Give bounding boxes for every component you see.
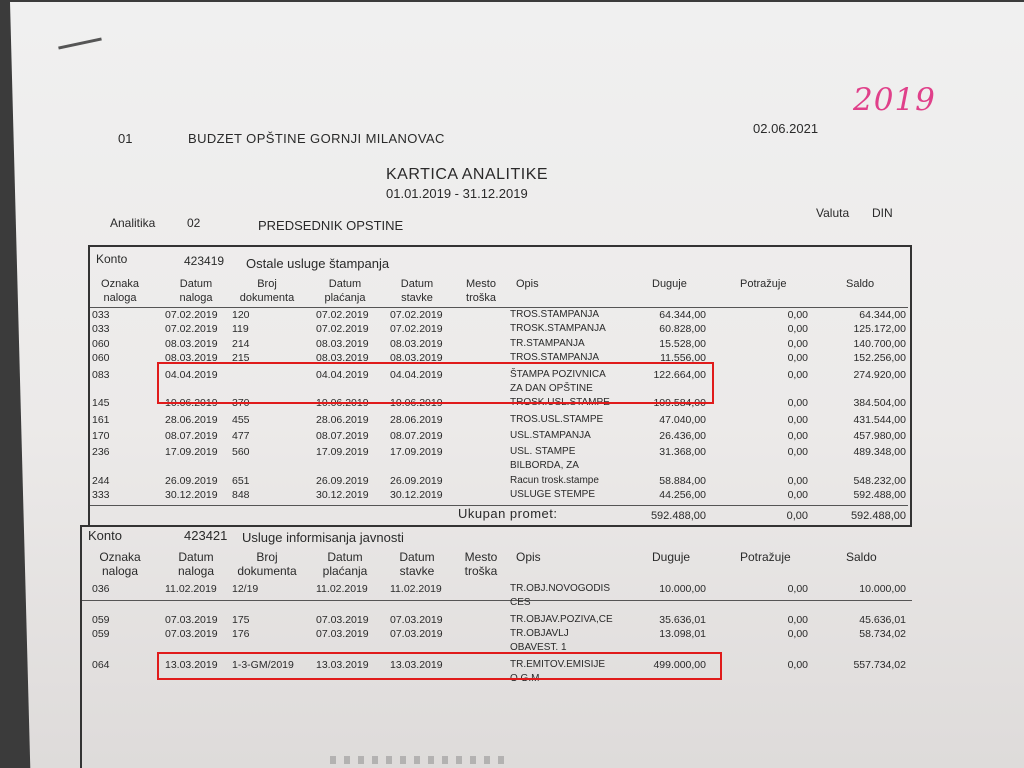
cell-saldo: 45.636,01 <box>859 614 906 626</box>
header-datum-naloga-line2: naloga <box>177 564 215 578</box>
period: 01.01.2019 - 31.12.2019 <box>386 186 528 201</box>
cell-oznaka: 145 <box>92 397 110 409</box>
cell-oznaka: 033 <box>92 309 110 321</box>
cell-oznaka: 064 <box>92 659 110 671</box>
total-debit: 592.488,00 <box>650 510 706 522</box>
cell-potrazuje: 0,00 <box>787 414 808 426</box>
cell-duguje: 122.664,00 <box>653 369 706 381</box>
cell-opis: TR.EMITOV.EMISIJE <box>510 659 606 670</box>
header-datum-placanja-line1: Datum <box>327 550 363 564</box>
cell-datum-stavke: 11.02.2019 <box>390 583 442 595</box>
cell-datum-stavke: 07.03.2019 <box>390 614 443 626</box>
cell-potrazuje: 0,00 <box>787 446 808 458</box>
cell-datum-naloga: 07.03.2019 <box>165 628 218 640</box>
cell-potrazuje: 0,00 <box>787 614 808 626</box>
cell-oznaka: 083 <box>92 369 110 381</box>
header-potrazuje: Potražuje <box>740 278 787 290</box>
cell-datum-placanja: 11.02.2019 <box>316 583 368 595</box>
cell-datum-placanja: 04.04.2019 <box>316 369 369 381</box>
doc-code: 01 <box>118 131 133 146</box>
cell-broj: 215 <box>232 352 250 364</box>
cell-datum-naloga: 26.09.2019 <box>165 475 218 487</box>
cell-duguje: 64.344,00 <box>659 309 706 321</box>
cell-datum-stavke: 07.02.2019 <box>390 309 443 321</box>
cell-duguje: 58.884,00 <box>659 475 706 487</box>
analitika-name: PREDSEDNIK OPSTINE <box>258 218 404 233</box>
cell-potrazuje: 0,00 <box>787 397 808 409</box>
cell-opis: TR.OBJ.NOVOGODIS <box>510 583 611 594</box>
organization-name: BUDZET OPŠTINE GORNJI MILANOVAC <box>188 131 445 146</box>
cell-datum-naloga: 17.09.2019 <box>165 446 218 458</box>
highlight-box-row-064 <box>157 652 722 680</box>
cell-datum-naloga: 07.03.2019 <box>165 614 218 626</box>
cell-opis: ŠTAMPA POZIVNICA <box>510 369 606 380</box>
cell-oznaka: 033 <box>92 323 110 335</box>
header-saldo: Saldo <box>846 550 877 564</box>
header-broj-line2: dokumenta <box>239 292 295 304</box>
cell-saldo: 431.544,00 <box>853 414 906 426</box>
header-mesto-line2: troška <box>466 292 496 304</box>
cell-datum-stavke: 10.06.2019 <box>390 397 443 409</box>
analitika-label: Analitika <box>110 216 156 230</box>
section2-header-rule <box>82 600 912 601</box>
header-oznaka-line1: Oznaka <box>101 278 139 290</box>
cell-oznaka: 161 <box>92 414 110 426</box>
cell-datum-placanja: 13.03.2019 <box>316 659 369 671</box>
cell-datum-stavke: 04.04.2019 <box>390 369 443 381</box>
cell-datum-naloga: 13.03.2019 <box>165 659 218 671</box>
header-datum-naloga-line1: Datum <box>178 550 214 564</box>
cell-duguje: 13.098,01 <box>659 628 706 640</box>
header-datum-placanja-line1: Datum <box>328 278 362 290</box>
header-opis: Opis <box>516 550 541 564</box>
cell-datum-placanja: 08.07.2019 <box>316 430 369 442</box>
valuta-value: DIN <box>872 206 893 220</box>
cell-datum-stavke: 07.02.2019 <box>390 323 443 335</box>
cell-opis: TROSK.STAMPANJA <box>510 323 606 334</box>
cell-duguje: 35.636,01 <box>659 614 706 626</box>
header-saldo: Saldo <box>846 278 875 290</box>
cell-opis: TROSK.USL.STAMPE <box>510 397 610 408</box>
cell-saldo: 152.256,00 <box>853 352 906 364</box>
cell-datum-naloga: 11.02.2019 <box>165 583 217 595</box>
bottom-edge-pattern <box>330 756 510 764</box>
cell-opis: TR.OBJAV.POZIVA,CE <box>510 614 613 625</box>
cell-datum-placanja: 08.03.2019 <box>316 338 369 350</box>
analitika-code: 02 <box>187 216 201 230</box>
cell-datum-stavke: 30.12.2019 <box>390 489 443 501</box>
cell-broj: 1-3-GM/2019 <box>232 659 294 671</box>
cell-datum-naloga: 08.07.2019 <box>165 430 218 442</box>
cell-opis-line2: ZA DAN OPŠTINE <box>510 383 593 394</box>
cell-datum-placanja: 07.02.2019 <box>316 309 369 321</box>
cell-duguje: 26.436,00 <box>659 430 706 442</box>
cell-broj: 455 <box>232 414 250 426</box>
cell-opis: TROS.STAMPANJA <box>510 352 600 363</box>
cell-saldo: 557.734,02 <box>853 659 906 671</box>
total-credit: 0,00 <box>786 510 808 522</box>
cell-datum-stavke: 28.06.2019 <box>390 414 443 426</box>
cell-datum-placanja: 30.12.2019 <box>316 489 369 501</box>
pen-mark <box>58 37 102 49</box>
cell-broj: 370 <box>232 397 250 409</box>
cell-potrazuje: 0,00 <box>787 583 808 595</box>
cell-potrazuje: 0,00 <box>787 489 808 501</box>
cell-duguje: 15.528,00 <box>659 338 706 350</box>
cell-saldo: 58.734,02 <box>859 628 906 640</box>
section1-top-rule <box>88 245 910 247</box>
cell-opis: USL.STAMPANJA <box>510 430 591 441</box>
cell-oznaka: 170 <box>92 430 110 442</box>
cell-saldo: 457.980,00 <box>853 430 906 442</box>
header-datum-stavke-line2: stavke <box>401 292 433 304</box>
cell-oznaka: 244 <box>92 475 110 487</box>
cell-duguje: 60.828,00 <box>659 323 706 335</box>
highlight-box-row-083 <box>157 362 714 404</box>
cell-saldo: 548.232,00 <box>853 475 906 487</box>
cell-opis: TROS.STAMPANJA <box>510 309 600 320</box>
cell-duguje: 47.040,00 <box>659 414 706 426</box>
cell-opis: USL. STAMPE <box>510 446 576 457</box>
cell-opis-line2: OBAVEST. 1 <box>510 642 567 653</box>
konto-label: Konto <box>96 252 128 266</box>
cell-datum-stavke: 08.07.2019 <box>390 430 443 442</box>
cell-duguje: 10.000,00 <box>659 583 706 595</box>
cell-oznaka: 059 <box>92 628 110 640</box>
cell-datum-placanja: 07.03.2019 <box>316 614 369 626</box>
konto-name-2: Usluge informisanja javnosti <box>242 530 404 545</box>
header-datum-naloga-line1: Datum <box>179 278 213 290</box>
cell-opis: TR.OBJAVLJ <box>510 628 569 639</box>
cell-opis-line2: O G.M <box>510 673 540 684</box>
section1-header-rule <box>90 307 908 308</box>
cell-duguje: 499.000,00 <box>653 659 706 671</box>
print-date: 02.06.2021 <box>753 121 819 136</box>
header-oznaka-line2: naloga <box>103 292 137 304</box>
cell-broj: 119 <box>232 323 249 335</box>
cell-opis: TR.STAMPANJA <box>510 338 585 349</box>
cell-oznaka: 060 <box>92 338 110 350</box>
cell-broj: 477 <box>232 430 250 442</box>
valuta-label: Valuta <box>816 206 850 220</box>
cell-datum-naloga: 08.03.2019 <box>165 338 218 350</box>
header-datum-naloga-line2: naloga <box>179 292 213 304</box>
document-title: KARTICA ANALITIKE <box>386 166 549 183</box>
header-mesto-line1: Mesto <box>464 550 498 564</box>
cell-oznaka: 060 <box>92 352 110 364</box>
cell-datum-naloga: 07.02.2019 <box>165 323 218 335</box>
cell-opis: Racun trosk.stampe <box>510 475 599 486</box>
cell-opis: USLUGE STEMPE <box>510 489 596 500</box>
header-mesto-line1: Mesto <box>466 278 496 290</box>
cell-duguje: 11.556,00 <box>660 352 706 364</box>
cell-saldo: 140.700,00 <box>853 338 906 350</box>
cell-oznaka: 059 <box>92 614 110 626</box>
header-oznaka-line2: naloga <box>101 564 139 578</box>
cell-saldo: 489.348,00 <box>853 446 906 458</box>
cell-broj: 651 <box>232 475 250 487</box>
cell-datum-stavke: 07.03.2019 <box>390 628 443 640</box>
cell-opis: TROS.USL.STAMPE <box>510 414 604 425</box>
konto-name: Ostale usluge štampanja <box>246 256 390 271</box>
total-balance: 592.488,00 <box>850 510 906 522</box>
cell-potrazuje: 0,00 <box>787 430 808 442</box>
cell-datum-placanja: 28.06.2019 <box>316 414 369 426</box>
cell-broj: 560 <box>232 446 250 458</box>
cell-potrazuje: 0,00 <box>787 369 808 381</box>
cell-datum-stavke: 17.09.2019 <box>390 446 443 458</box>
cell-datum-naloga: 07.02.2019 <box>165 309 218 321</box>
konto-number-2: 423421 <box>184 528 228 543</box>
cell-broj: 176 <box>232 628 250 640</box>
header-mesto-line2: troška <box>464 564 498 578</box>
cell-datum-stavke: 13.03.2019 <box>390 659 443 671</box>
header-datum-placanja-line2: plaćanja <box>322 564 368 578</box>
cell-datum-placanja: 07.02.2019 <box>316 323 369 335</box>
cell-duguje: 44.256,00 <box>659 489 706 501</box>
cell-potrazuje: 0,00 <box>787 309 808 321</box>
header-opis: Opis <box>516 278 539 290</box>
header-broj-line1: Broj <box>256 550 278 564</box>
cell-broj: 848 <box>232 489 250 501</box>
cell-opis-line2: CES <box>510 597 531 608</box>
cell-potrazuje: 0,00 <box>787 475 808 487</box>
cell-saldo: 10.000,00 <box>859 583 906 595</box>
header-broj-line2: dokumenta <box>237 564 297 578</box>
cell-datum-stavke: 08.03.2019 <box>390 352 443 364</box>
header-duguje: Duguje <box>652 550 691 564</box>
cell-saldo: 274.920,00 <box>853 369 906 381</box>
cell-datum-placanja: 08.03.2019 <box>316 352 369 364</box>
konto-number: 423419 <box>184 254 225 268</box>
header-datum-stavke-line1: Datum <box>399 550 435 564</box>
cell-saldo: 592.488,00 <box>853 489 906 501</box>
cell-potrazuje: 0,00 <box>787 659 808 671</box>
header-datum-placanja-line2: plaćanja <box>324 292 366 304</box>
header-duguje: Duguje <box>652 278 687 290</box>
cell-potrazuje: 0,00 <box>787 338 808 350</box>
cell-potrazuje: 0,00 <box>787 323 808 335</box>
cell-datum-placanja: 10.06.2019 <box>316 397 369 409</box>
cell-broj: 214 <box>232 338 250 350</box>
cell-potrazuje: 0,00 <box>787 628 808 640</box>
cell-duguje: 109.584,00 <box>653 397 706 409</box>
cell-broj: 12/19 <box>232 583 259 595</box>
cell-potrazuje: 0,00 <box>787 352 808 364</box>
cell-broj: 120 <box>232 309 250 321</box>
cell-datum-naloga: 30.12.2019 <box>165 489 218 501</box>
cell-datum-stavke: 08.03.2019 <box>390 338 443 350</box>
handwritten-year: 2019 <box>853 82 936 118</box>
cell-saldo: 125.172,00 <box>853 323 906 335</box>
cell-datum-naloga: 10.06.2019 <box>165 397 218 409</box>
cell-datum-placanja: 26.09.2019 <box>316 475 369 487</box>
cell-datum-naloga: 28.06.2019 <box>165 414 218 426</box>
cell-saldo: 384.504,00 <box>853 397 906 409</box>
cell-datum-placanja: 07.03.2019 <box>316 628 369 640</box>
cell-oznaka: 333 <box>92 489 110 501</box>
header-potrazuje: Potražuje <box>740 550 791 564</box>
total-label: Ukupan promet: <box>458 506 558 521</box>
cell-datum-stavke: 26.09.2019 <box>390 475 443 487</box>
header-broj-line1: Broj <box>257 278 277 290</box>
cell-broj: 175 <box>232 614 250 626</box>
cell-datum-naloga: 08.03.2019 <box>165 352 218 364</box>
cell-oznaka: 036 <box>92 583 110 595</box>
header-datum-stavke-line1: Datum <box>400 278 434 290</box>
cell-duguje: 31.368,00 <box>659 446 706 458</box>
cell-opis-line2: BILBORDA, ZA <box>510 460 579 471</box>
header-oznaka-line1: Oznaka <box>99 550 141 564</box>
konto-label-2: Konto <box>88 528 122 543</box>
cell-saldo: 64.344,00 <box>859 309 906 321</box>
header-datum-stavke-line2: stavke <box>399 564 435 578</box>
cell-oznaka: 236 <box>92 446 110 458</box>
cell-datum-naloga: 04.04.2019 <box>165 369 218 381</box>
cell-datum-placanja: 17.09.2019 <box>316 446 369 458</box>
